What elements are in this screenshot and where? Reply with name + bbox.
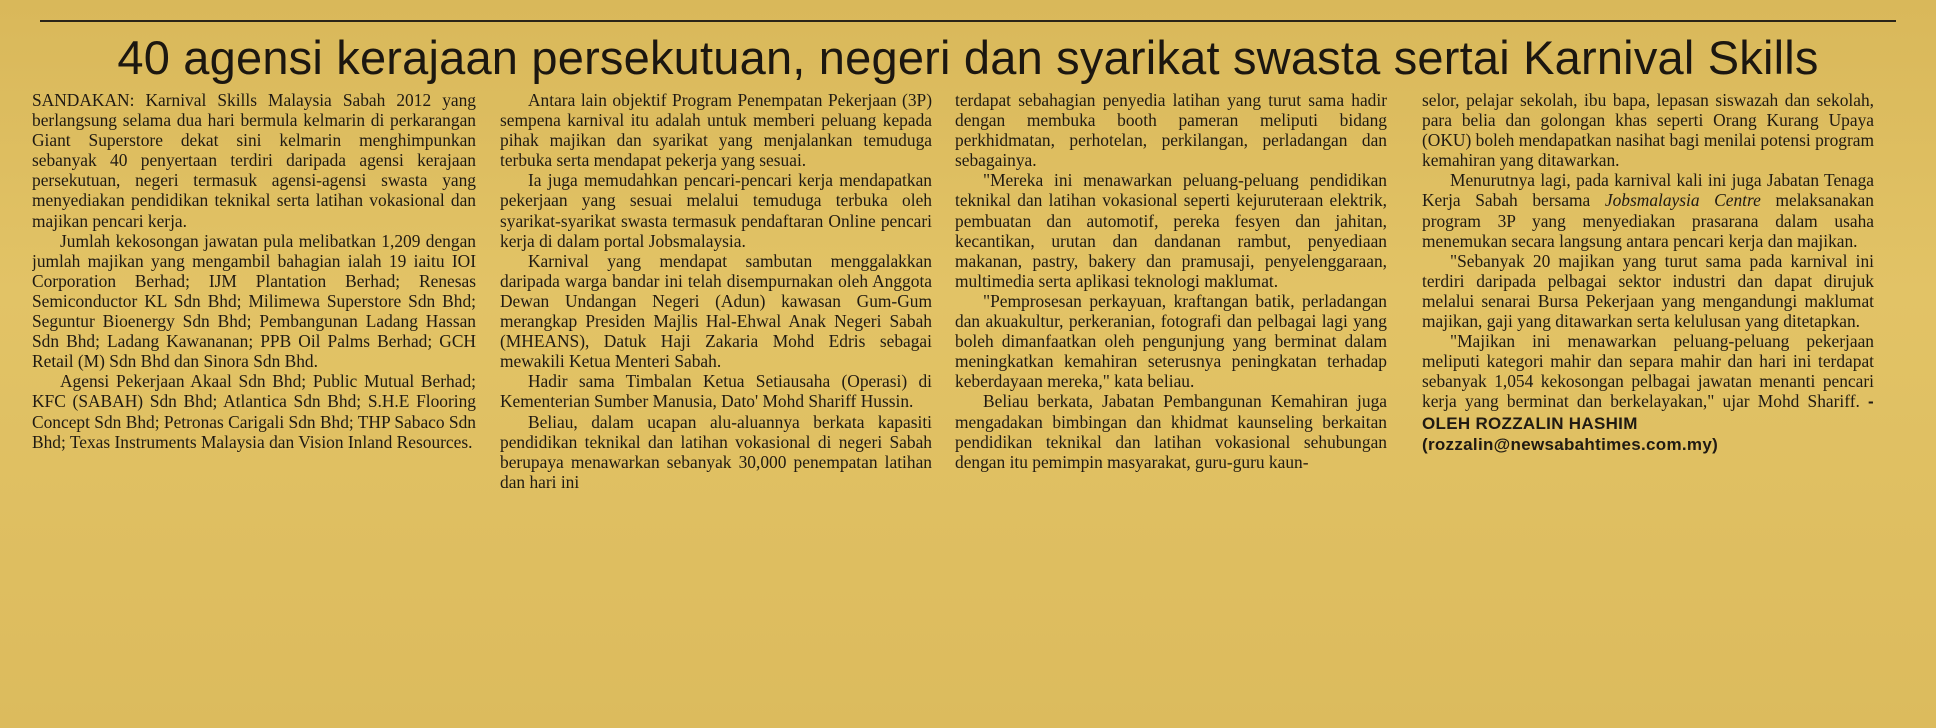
paragraph: Ia juga memudahkan pencari-pencari kerja mendapatkan pekerjaan yang sesuai melalui temuduga terbuka oleh syarikat-syarikat swasta termasuk pendaftaran Online pencari kerja di dalam portal Jobsmalaysia. (500, 170, 932, 251)
jobsmalaysia-centre-text: Jobsmalaysia Centre (1604, 190, 1761, 211)
paragraph: "Mereka ini menawarkan peluang-peluang pendidikan teknikal dan latihan vokasional seperti kejuruteraan elektrik, pembuatan dan automotif, pereka fesyen dan jahitan, kecantikan, urutan dan dandanan rambut, penyediaan makanan, pastry, bakery dan pramusaji, penyelenggaraan, multimedia serta aplikasi teknologi maklumat. (955, 170, 1387, 291)
article-body (0, 90, 1936, 720)
paragraph: Hadir sama Timbalan Ketua Setiausaha (Operasi) di Kementerian Sumber Manusia, Dato' Mohd Shariff Hussin. (500, 371, 932, 412)
paragraph: selor, pelajar sekolah, ibu bapa, lepasan siswazah dan sekolah, para belia dan golongan khas seperti Orang Kurang Upaya (OKU) boleh mendapatkan nasihat bagi menilai potensi program kemahiran yang ditawarkan. (1422, 90, 1874, 171)
paragraph-text: "Majikan ini menawarkan peluang-peluang pekerjaan meliputi kategori mahir dan separa mahir dan hari ini terdapat sebanyak 1,054 kekosongan pelbagai jawatan menanti pencari kerja yang berminat dan berkelayakan," ujar Mohd Shariff. (1422, 331, 1874, 412)
column-3 (955, 90, 1387, 472)
headline: 40 agensi kerajaan persekutuan, negeri dan syarikat swasta sertai Karnival Skills (117, 31, 1819, 84)
paragraph: Karnival yang mendapat sambutan menggalakkan daripada warga bandar ini telah disempurnakan oleh Anggota Dewan Undangan Negeri (Adun) kawasan Gum-Gum merangkap Presiden Majlis Hal-Ehwal Anak Negeri Sabah (MHEANS), Datuk Haji Zakaria Mohd Edris sebagai mewakili Ketua Menteri Sabah. (500, 250, 932, 372)
column-2 (500, 90, 932, 492)
paragraph: Jumlah kekosongan jawatan pula melibatkan 1,209 dengan jumlah majikan yang mengambil bahagian ialah 19 iaitu IOI Corporation Berhad; IJM Plantation Berhad; Renesas Semiconductor KL Sdn Bhd; Milimewa Superstore Sdn Bhd; Seguntur Bioenergy Sdn Bhd; Pembangunan Ladang Hassan Sdn Bhd; Ladang Kawananan; PPB Oil Palms Berhad; GCH Retail (M) Sdn Bhd dan Sinora Sdn Bhd. (32, 230, 476, 372)
paragraph (1422, 170, 1874, 250)
paragraph: "Pemprosesan perkayuan, kraftangan batik, perladangan dan akuakultur, perkeranian, fotografi dan pelbagai lagi yang boleh dimanfaatkan oleh pengunjung yang berminat dalam meningkatkan kemahiran seterusnya peningkatan terhadap keberdayaan mereka," kata beliau. (955, 290, 1387, 392)
paragraph: Beliau, dalam ucapan alu-aluannya berkata kapasiti pendidikan teknikal dan latihan vokasional di negeri Sabah berupaya menawarkan sebanyak 30,000 penempatan latihan dan hari ini (500, 411, 932, 492)
paragraph: SANDAKAN: Karnival Skills Malaysia Sabah 2012 yang berlangsung selama dua hari bermula kelmarin di perkarangan Giant Superstore dekat sini kelmarin menghimpunkan sebanyak 40 penyertaan terdiri daripada agensi kerajaan persekutuan, negeri termasuk agensi-agensi swasta yang menyediakan pendidikan teknikal serta latihan vokasional dan majikan pencari kerja. (32, 90, 476, 231)
byline: -OLEH ROZZALIN HASHIM (1422, 392, 1874, 433)
paragraph: Beliau berkata, Jabatan Pembangunan Kemahiran juga mengadakan bimbingan dan khidmat kaunseling berkaitan pendidikan teknikal dan latihan vokasional sehubungan dengan itu pemimpin masyarakat, guru-guru kaun- (955, 391, 1387, 472)
top-rule (40, 20, 1896, 22)
paragraph-text: Menurutnya lagi, pada karnival kali ini juga Jabatan Tenaga Kerja Sabah bersama (1422, 170, 1874, 211)
paragraph: terdapat sebahagian penyedia latihan yang turut sama hadir dengan membuka booth pameran meliputi bidang perkhidmatan, perhotelan, perkilangan, perladangan dan sebagainya. (955, 90, 1387, 171)
paragraph (1422, 331, 1874, 433)
author-email-line (1422, 434, 1874, 455)
column-4 (1422, 90, 1874, 455)
paragraph: Antara lain objektif Program Penempatan Pekerjaan (3P) sempena karnival itu adalah untuk memberi peluang kepada pihak majikan dan syarikat yang menjalankan temuduga terbuka serta mendapat pekerja yang sesuai. (500, 90, 932, 171)
paragraph: "Sebanyak 20 majikan yang turut sama pada karnival ini terdiri daripada pelbagai sektor industri dan dapat dirujuk melalui senarai Bursa Pekerjaan yang mengandungi maklumat majikan, gaji yang ditawarkan serta kelulusan yang ditetapkan. (1422, 250, 1874, 332)
paragraph: Agensi Pekerjaan Akaal Sdn Bhd; Public Mutual Berhad; KFC (SABAH) Sdn Bhd; Atlantica Sdn Bhd; S.H.E Flooring Concept Sdn Bhd; Petronas Carigali Sdn Bhd; THP Sabaco Sdn Bhd; Texas Instruments Malaysia dan Vision Inland Resources. (32, 371, 476, 452)
paragraph-text: melaksanakan program 3P yang menyediakan prasarana dalam usaha menemukan secara langsung antara pencari kerja dan majikan. (1422, 190, 1874, 251)
column-1 (32, 90, 476, 452)
author-email: (rozzalin@newsabahtimes.com.my) (1422, 434, 1719, 454)
